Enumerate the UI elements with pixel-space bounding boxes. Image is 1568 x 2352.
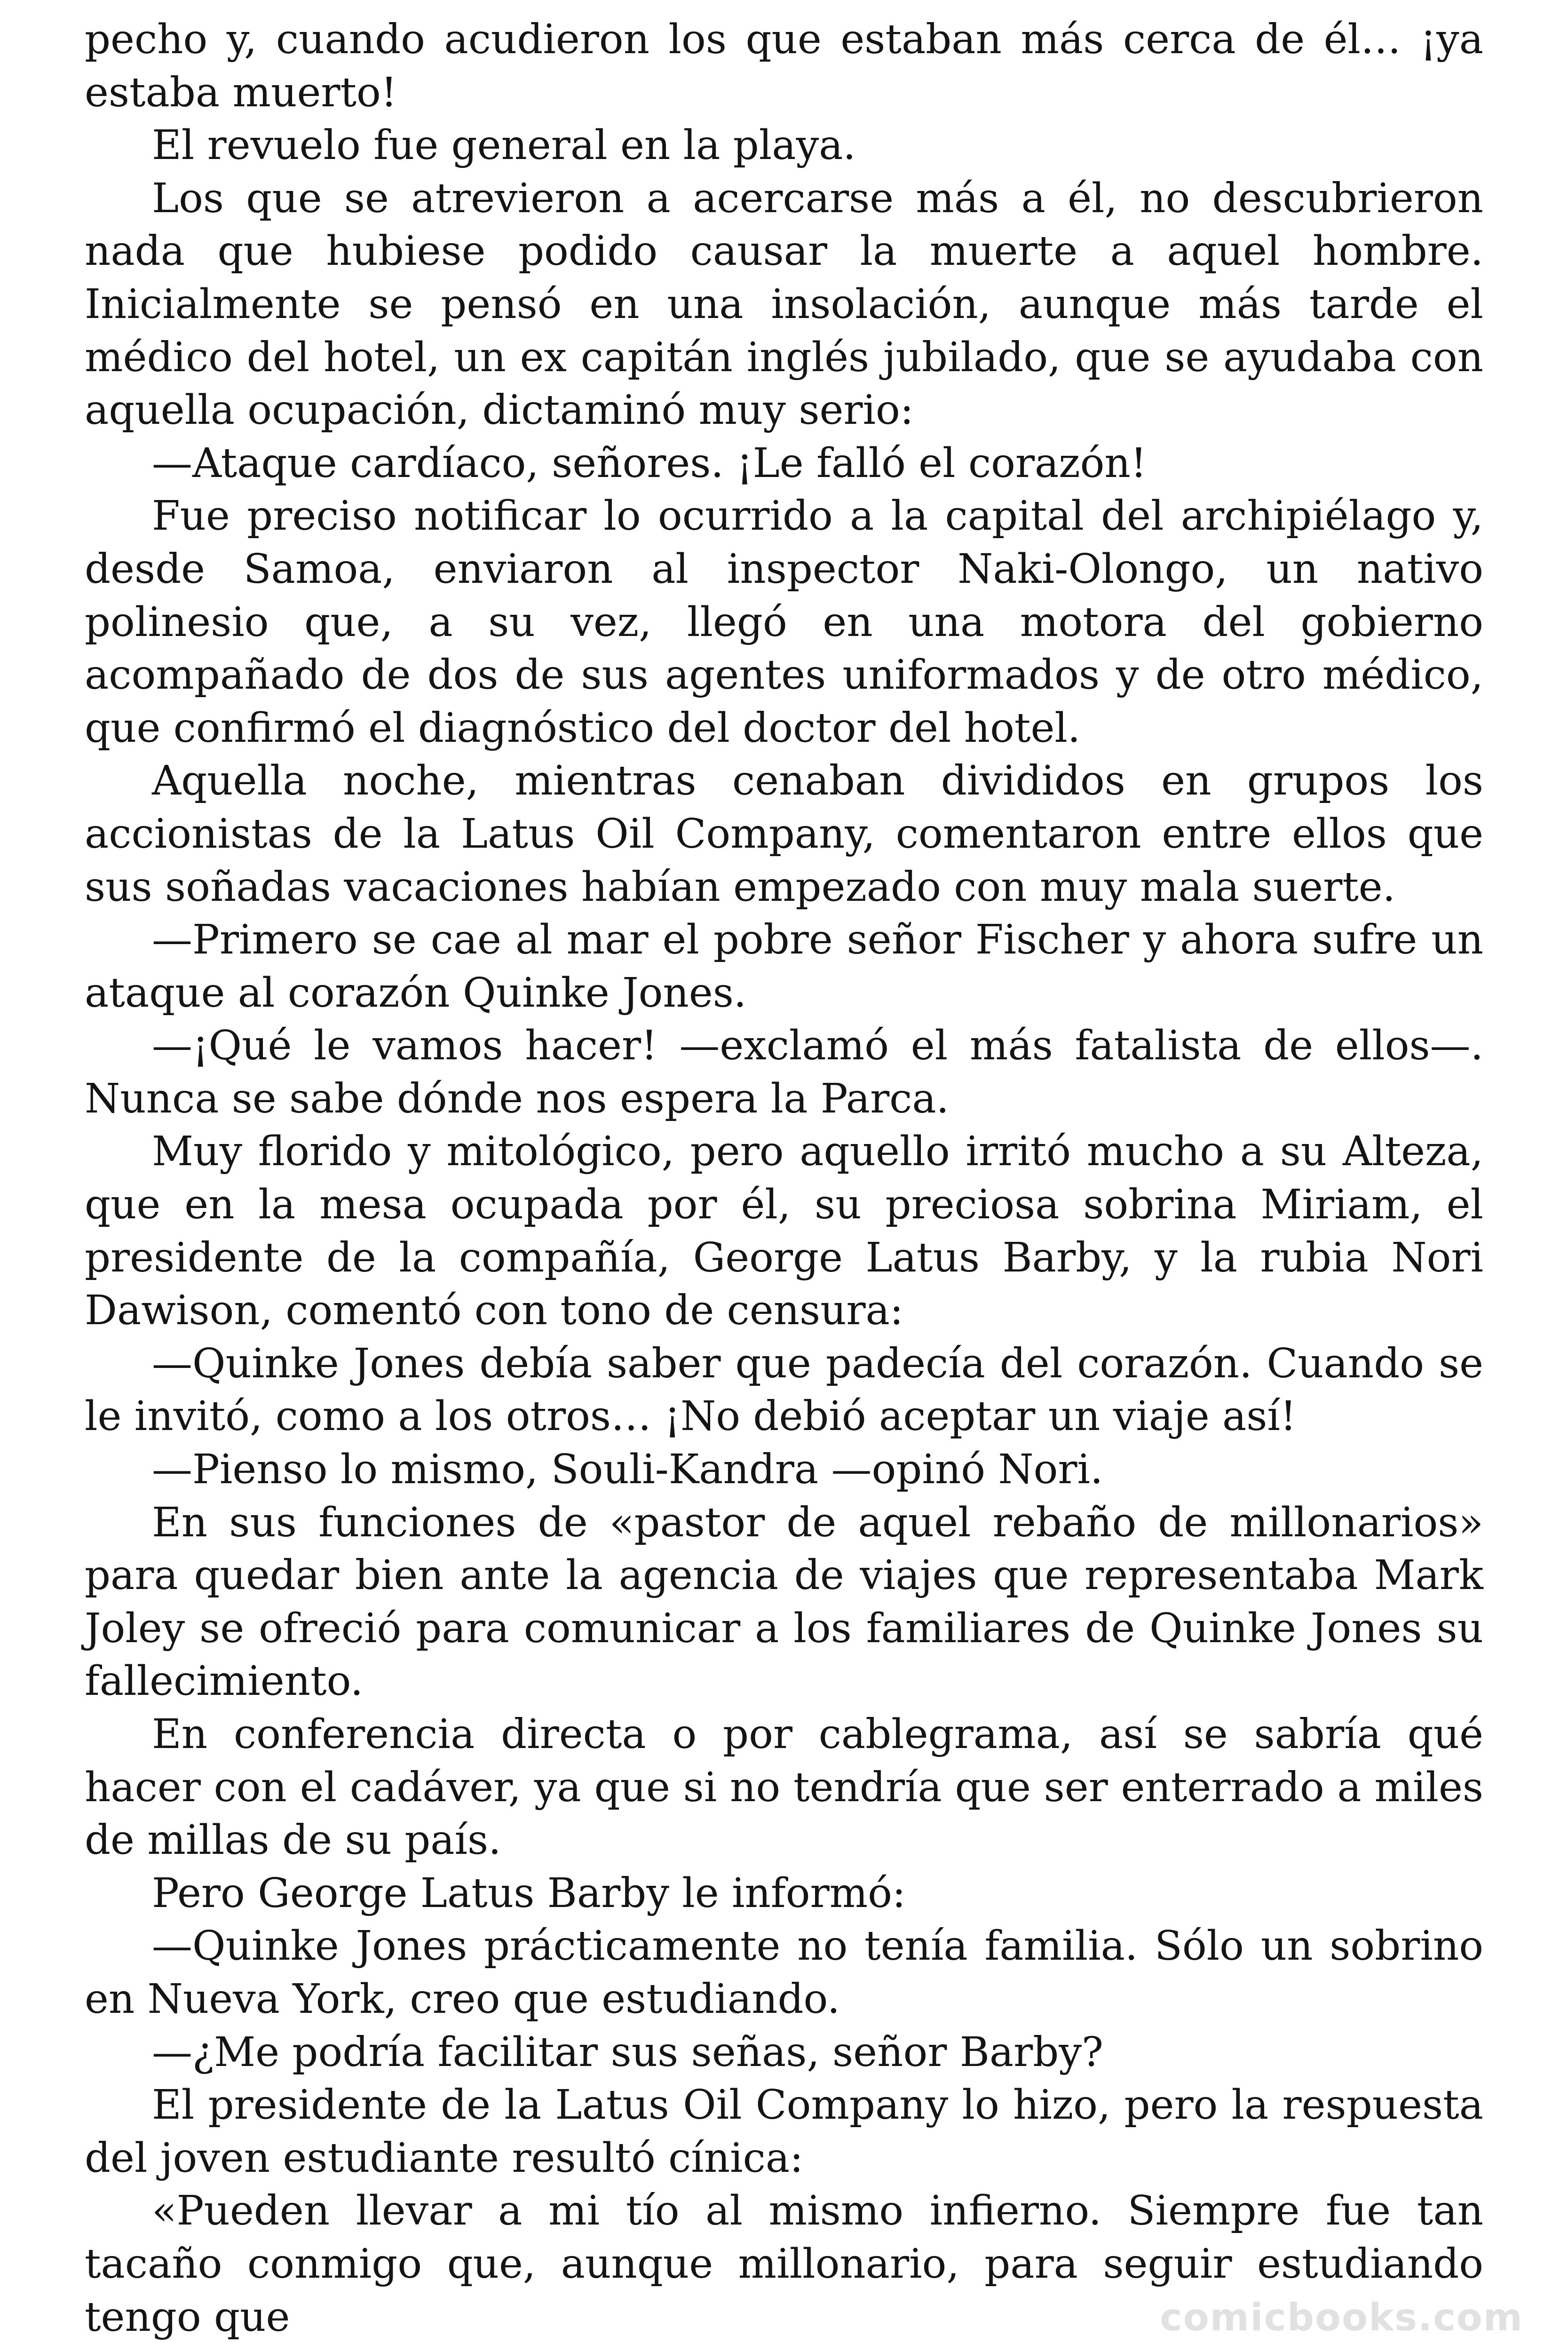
dialogue-line: —¡Qué le vamos hacer! —exclamó el más fatalista de ellos—. Nunca se sabe dónde nos espera la Parca. <box>85 1022 1483 1122</box>
paragraph: En sus funciones de «pastor de aquel rebaño de millonarios» para quedar bien ante la agencia de viajes que representaba Mark Joley se ofreció para comunicar a los familiares de Quinke Jones su fallecimiento. <box>85 1499 1483 1705</box>
dialogue-line: —Quinke Jones prácticamente no tenía familia. Sólo un sobrino en Nueva York, creo que estudiando. <box>85 1923 1483 2023</box>
paragraph: En conferencia directa o por cablegrama, así se sabría qué hacer con el cadáver, ya que si no tendría que ser enterrado a miles de millas de su país. <box>85 1711 1483 1864</box>
paragraph: Muy florido y mitológico, pero aquello irritó mucho a su Alteza, que en la mesa ocupada por él, su preciosa sobrina Miriam, el presidente de la compañía, George Latus Barby, y la rubia Nori Dawison, comentó con tono de censura: <box>85 1128 1483 1335</box>
dialogue-line: —¿Me podría facilitar sus señas, señor Barby? <box>152 2028 1104 2076</box>
paragraph: Pero George Latus Barby le informó: <box>152 1869 906 1917</box>
paragraph: El revuelo fue general en la playa. <box>152 122 856 169</box>
dialogue-line: —Quinke Jones debía saber que padecía del corazón. Cuando se le invitó, como a los otros… ¡No debió aceptar un viaje así! <box>85 1340 1483 1440</box>
watermark-text: comicbooks.com <box>1160 2296 1523 2339</box>
dialogue-line: —Primero se cae al mar el pobre señor Fischer y ahora sufre un ataque al corazón Quinke Jones. <box>85 916 1483 1017</box>
paragraph-continued: pecho y, cuando acudieron los que estaban más cerca de él… ¡ya estaba muerto! <box>85 16 1483 116</box>
quoted-message: «Pueden llevar a mi tío al mismo infierno. Siempre fue tan tacaño conmigo que, aunque millonario, para seguir estudiando tengo que <box>85 2187 1483 2341</box>
dialogue-line: —Pienso lo mismo, Souli-Kandra —opinó Nori. <box>152 1446 1103 1494</box>
dialogue-line: —Ataque cardíaco, señores. ¡Le falló el corazón! <box>152 439 1147 487</box>
paragraph: Los que se atrevieron a acercarse más a él, no descubrieron nada que hubiese podido causar la muerte a aquel hombre. Inicialmente se pensó en una insolación, aunque más tarde el médico del hotel, un ex capitán inglés jubilado, que se ayudaba con aquella ocupación, dictaminó muy serio: <box>85 175 1483 434</box>
paragraph: El presidente de la Latus Oil Company lo hizo, pero la respuesta del joven estudiante resultó cínica: <box>85 2082 1483 2182</box>
book-page <box>85 13 1483 2342</box>
paragraph: Aquella noche, mientras cenaban divididos en grupos los accionistas de la Latus Oil Company, comentaron entre ellos que sus soñadas vacaciones habían empezado con muy mala suerte. <box>85 757 1483 911</box>
paragraph: Fue preciso notificar lo ocurrido a la capital del archipiélago y, desde Samoa, enviaron al inspector Naki-Olongo, un nativo polinesio que, a su vez, llegó en una motora del gobierno acompañado de dos de sus agentes uniformados y de otro médico, que confirmó el diagnóstico del doctor del hotel. <box>85 493 1483 752</box>
